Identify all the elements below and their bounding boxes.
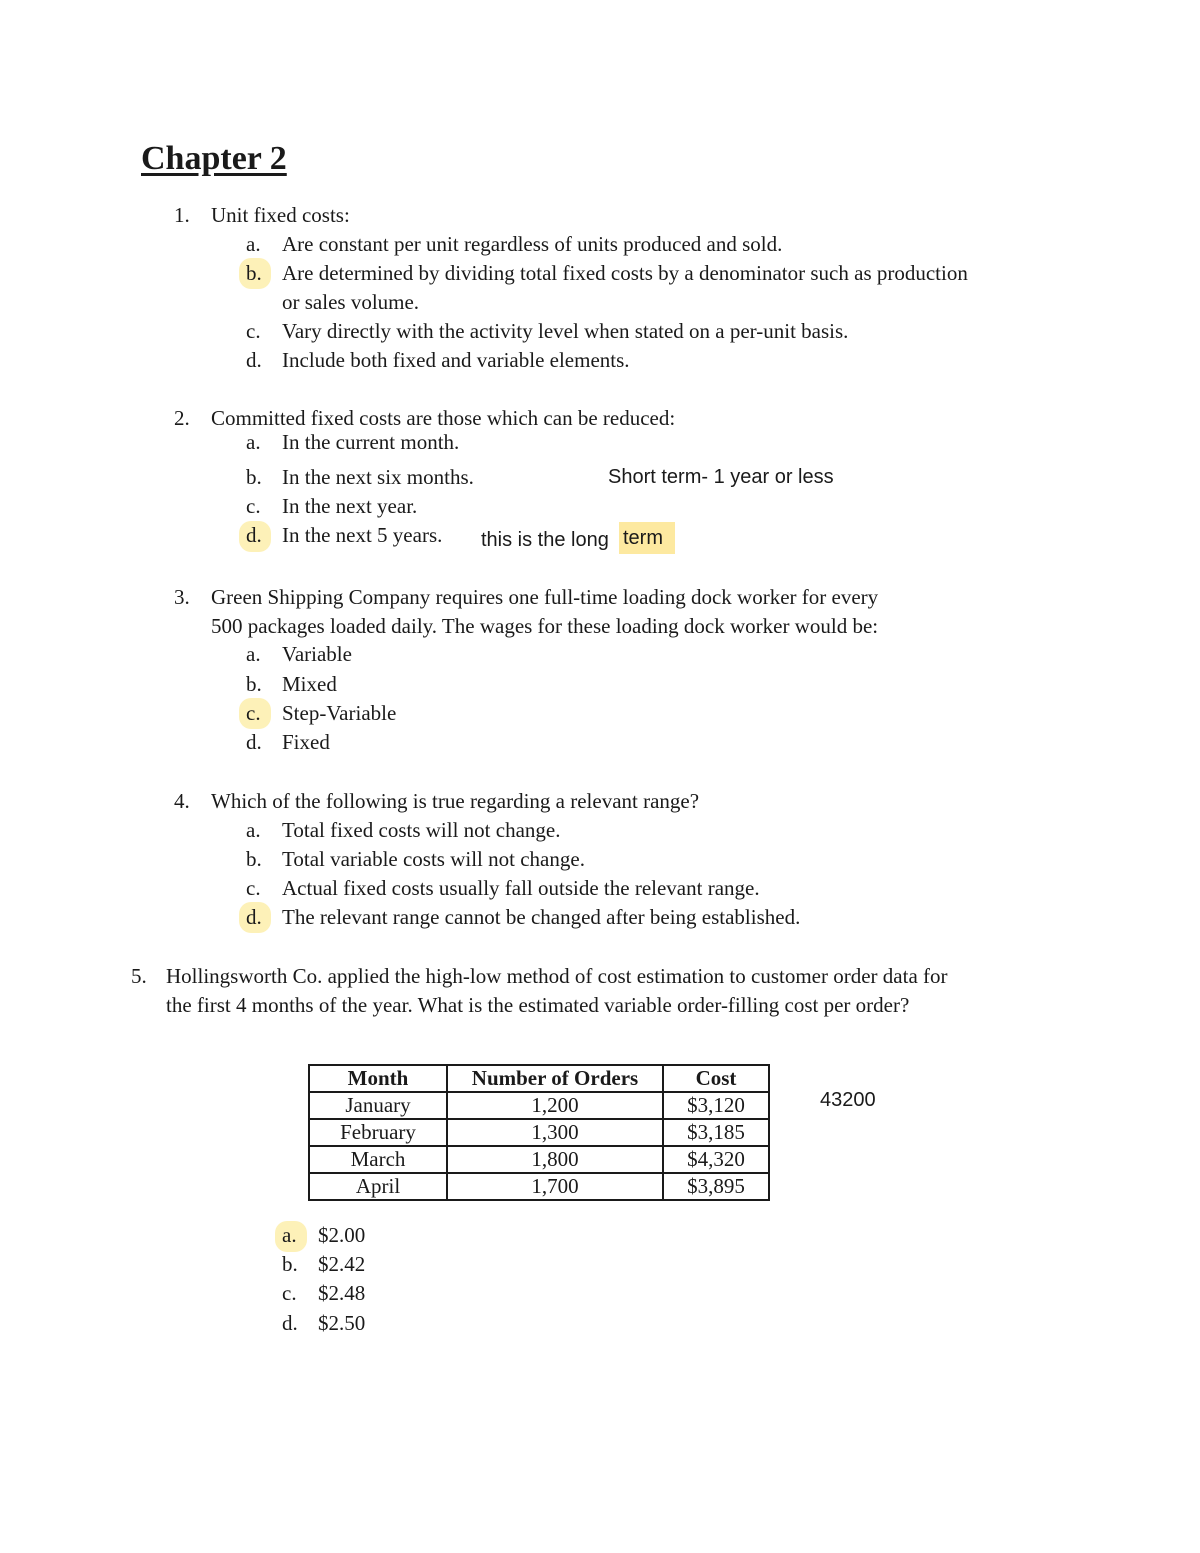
- question-number: 3.: [174, 585, 190, 609]
- question-stem-continued: 500 packages loaded daily. The wages for these loading dock worker would be:: [211, 614, 879, 638]
- option-text: In the next 5 years.: [282, 523, 443, 547]
- option-letter: d.: [246, 730, 262, 754]
- option-text: Actual fixed costs usually fall outside the relevant range.: [282, 876, 760, 900]
- table-header-row: [309, 1065, 769, 1092]
- option-text: Are determined by dividing total fixed costs by a denominator such as production: [282, 261, 968, 285]
- table-row: [309, 1146, 769, 1173]
- cell-orders: 1,300: [447, 1119, 663, 1146]
- table-row: [309, 1092, 769, 1119]
- option-text: Mixed: [282, 672, 337, 696]
- cell-month: March: [309, 1146, 447, 1173]
- option-text: Step-Variable: [282, 701, 397, 725]
- cell-orders: 1,700: [447, 1173, 663, 1200]
- table-row: [309, 1119, 769, 1146]
- option-text: Fixed: [282, 730, 330, 754]
- question-stem: Unit fixed costs:: [211, 203, 350, 227]
- option-text: In the next year.: [282, 494, 418, 518]
- option-text: $2.42: [318, 1252, 366, 1276]
- handwritten-note-long: this is the long: [481, 529, 609, 551]
- option-letter: b.: [246, 847, 262, 871]
- orders-table: [308, 1064, 770, 1201]
- option-text: Total variable costs will not change.: [282, 847, 585, 871]
- option-letter: a.: [246, 232, 261, 256]
- column-header-cost: Cost: [663, 1065, 769, 1092]
- option-letter: a.: [246, 818, 261, 842]
- handwritten-note-term: term: [623, 527, 663, 549]
- cell-orders: 1,200: [447, 1092, 663, 1119]
- chapter-title: Chapter 2: [141, 140, 287, 177]
- option-letter: b.: [282, 1252, 298, 1276]
- option-text: $2.50: [318, 1311, 366, 1335]
- cell-cost: $4,320: [663, 1146, 769, 1173]
- option-text: Include both fixed and variable elements.: [282, 348, 630, 372]
- cell-cost: $3,120: [663, 1092, 769, 1119]
- option-letter-selected: d.: [246, 905, 262, 929]
- option-text: Variable: [282, 642, 352, 666]
- column-header-orders: Number of Orders: [447, 1065, 663, 1092]
- option-letter: a.: [246, 642, 261, 666]
- question-stem: Committed fixed costs are those which can be reduced:: [211, 406, 676, 430]
- option-letter: c.: [246, 876, 261, 900]
- option-text: Vary directly with the activity level when stated on a per-unit basis.: [282, 319, 849, 343]
- table-row: [309, 1173, 769, 1200]
- question-stem: Green Shipping Company requires one full-time loading dock worker for every: [211, 585, 879, 609]
- option-text-continued: or sales volume.: [282, 290, 420, 314]
- option-text: Are constant per unit regardless of units produced and sold.: [282, 232, 783, 256]
- option-letter: b.: [246, 672, 262, 696]
- question-number: 4.: [174, 789, 190, 813]
- column-header-month: Month: [309, 1065, 447, 1092]
- option-letter: d.: [282, 1311, 298, 1335]
- cell-cost: $3,895: [663, 1173, 769, 1200]
- cell-cost: $3,185: [663, 1119, 769, 1146]
- cell-orders: 1,800: [447, 1146, 663, 1173]
- handwritten-note-short-term: Short term- 1 year or less: [608, 466, 834, 488]
- option-text: In the next six months.: [282, 465, 474, 489]
- option-letter-selected: a.: [282, 1223, 297, 1247]
- option-letter: c.: [246, 494, 261, 518]
- option-text: The relevant range cannot be changed after being established.: [282, 905, 801, 929]
- question-number: 5.: [131, 964, 147, 988]
- option-letter-selected: d.: [246, 523, 262, 547]
- option-letter-selected: b.: [246, 261, 262, 285]
- option-letter: a.: [246, 430, 261, 454]
- option-letter: b.: [246, 465, 262, 489]
- option-text: Total fixed costs will not change.: [282, 818, 561, 842]
- option-letter-selected: c.: [246, 701, 261, 725]
- option-letter: c.: [282, 1281, 297, 1305]
- question-stem-continued: the first 4 months of the year. What is the estimated variable order-filling cost per order?: [166, 993, 910, 1017]
- option-text: $2.48: [318, 1281, 366, 1305]
- cell-month: January: [309, 1092, 447, 1119]
- cell-month: April: [309, 1173, 447, 1200]
- question-number: 2.: [174, 406, 190, 430]
- question-stem: Hollingsworth Co. applied the high-low method of cost estimation to customer order data for: [166, 964, 948, 988]
- option-text: $2.00: [318, 1223, 366, 1247]
- option-text: In the current month.: [282, 430, 460, 454]
- question-stem: Which of the following is true regarding a relevant range?: [211, 789, 700, 813]
- option-letter: c.: [246, 319, 261, 343]
- option-letter: d.: [246, 348, 262, 372]
- cell-month: February: [309, 1119, 447, 1146]
- handwritten-side-note: 43200: [820, 1089, 876, 1111]
- question-number: 1.: [174, 203, 190, 227]
